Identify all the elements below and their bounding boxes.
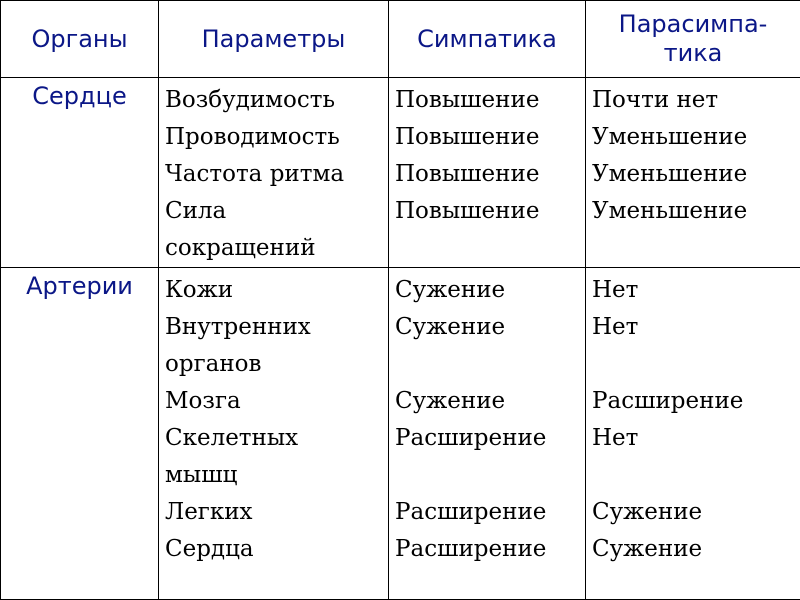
parasymp-arteries-value: Нет	[592, 314, 639, 340]
spacer	[592, 346, 794, 383]
parasymp-arteries-value: Расширение	[592, 388, 744, 414]
symp-arteries-value: Сужение	[395, 277, 506, 303]
symp-arteries-value: Сужение	[395, 388, 506, 414]
params-arteries	[159, 268, 389, 600]
param-skin: Кожи	[165, 277, 234, 303]
symp-arteries-value: Сужение	[395, 314, 506, 340]
header-parasympathetic-line2: тика	[663, 39, 723, 67]
header-parasympathetic-line1: Парасимпа-	[618, 10, 768, 39]
symp-heart-value: Повышение	[395, 198, 540, 224]
header-sympathetic: Симпатика	[389, 1, 586, 78]
symp-heart-value: Повышение	[395, 124, 540, 150]
symp-heart	[389, 78, 586, 268]
param-skeletal-muscles: Скелетных мышц	[165, 425, 299, 488]
parasymp-heart-value: Почти нет	[592, 87, 719, 113]
header-row	[1, 1, 800, 78]
parasymp-heart-value: Уменьшение	[592, 161, 748, 187]
parasymp-arteries-value: Сужение	[592, 536, 703, 562]
organ-heart: Сердце	[1, 78, 159, 268]
param-rate: Частота ритма	[165, 161, 345, 187]
symp-arteries-value: Расширение	[395, 499, 547, 525]
table-row-heart	[1, 78, 800, 268]
header-parameters: Параметры	[159, 1, 389, 78]
table-row-arteries	[1, 268, 800, 600]
param-excitability: Возбудимость	[165, 87, 336, 113]
parasymp-arteries-value: Сужение	[592, 499, 703, 525]
header-parasympathetic	[586, 1, 800, 78]
params-heart	[159, 78, 389, 268]
symp-arteries-value: Расширение	[395, 425, 547, 451]
symp-heart-value: Повышение	[395, 87, 540, 113]
param-heart: Сердца	[165, 536, 254, 562]
header-organs: Органы	[1, 1, 159, 78]
parasymp-heart-value: Уменьшение	[592, 198, 748, 224]
param-lungs: Легких	[165, 499, 253, 525]
parasymp-arteries	[586, 268, 800, 600]
symp-arteries-value: Расширение	[395, 536, 547, 562]
parasymp-arteries-value: Нет	[592, 425, 639, 451]
organ-arteries: Артерии	[1, 268, 159, 600]
symp-heart-value: Повышение	[395, 161, 540, 187]
param-contraction-force: Сила сокращений	[165, 198, 316, 261]
spacer	[395, 457, 579, 494]
param-brain: Мозга	[165, 388, 241, 414]
parasymp-heart	[586, 78, 800, 268]
parasymp-heart-value: Уменьшение	[592, 124, 748, 150]
parasymp-arteries-value: Нет	[592, 277, 639, 303]
param-internal-organs: Внутренних органов	[165, 314, 311, 377]
spacer	[592, 457, 794, 494]
spacer	[395, 346, 579, 383]
symp-arteries	[389, 268, 586, 600]
param-conductivity: Проводимость	[165, 124, 340, 150]
